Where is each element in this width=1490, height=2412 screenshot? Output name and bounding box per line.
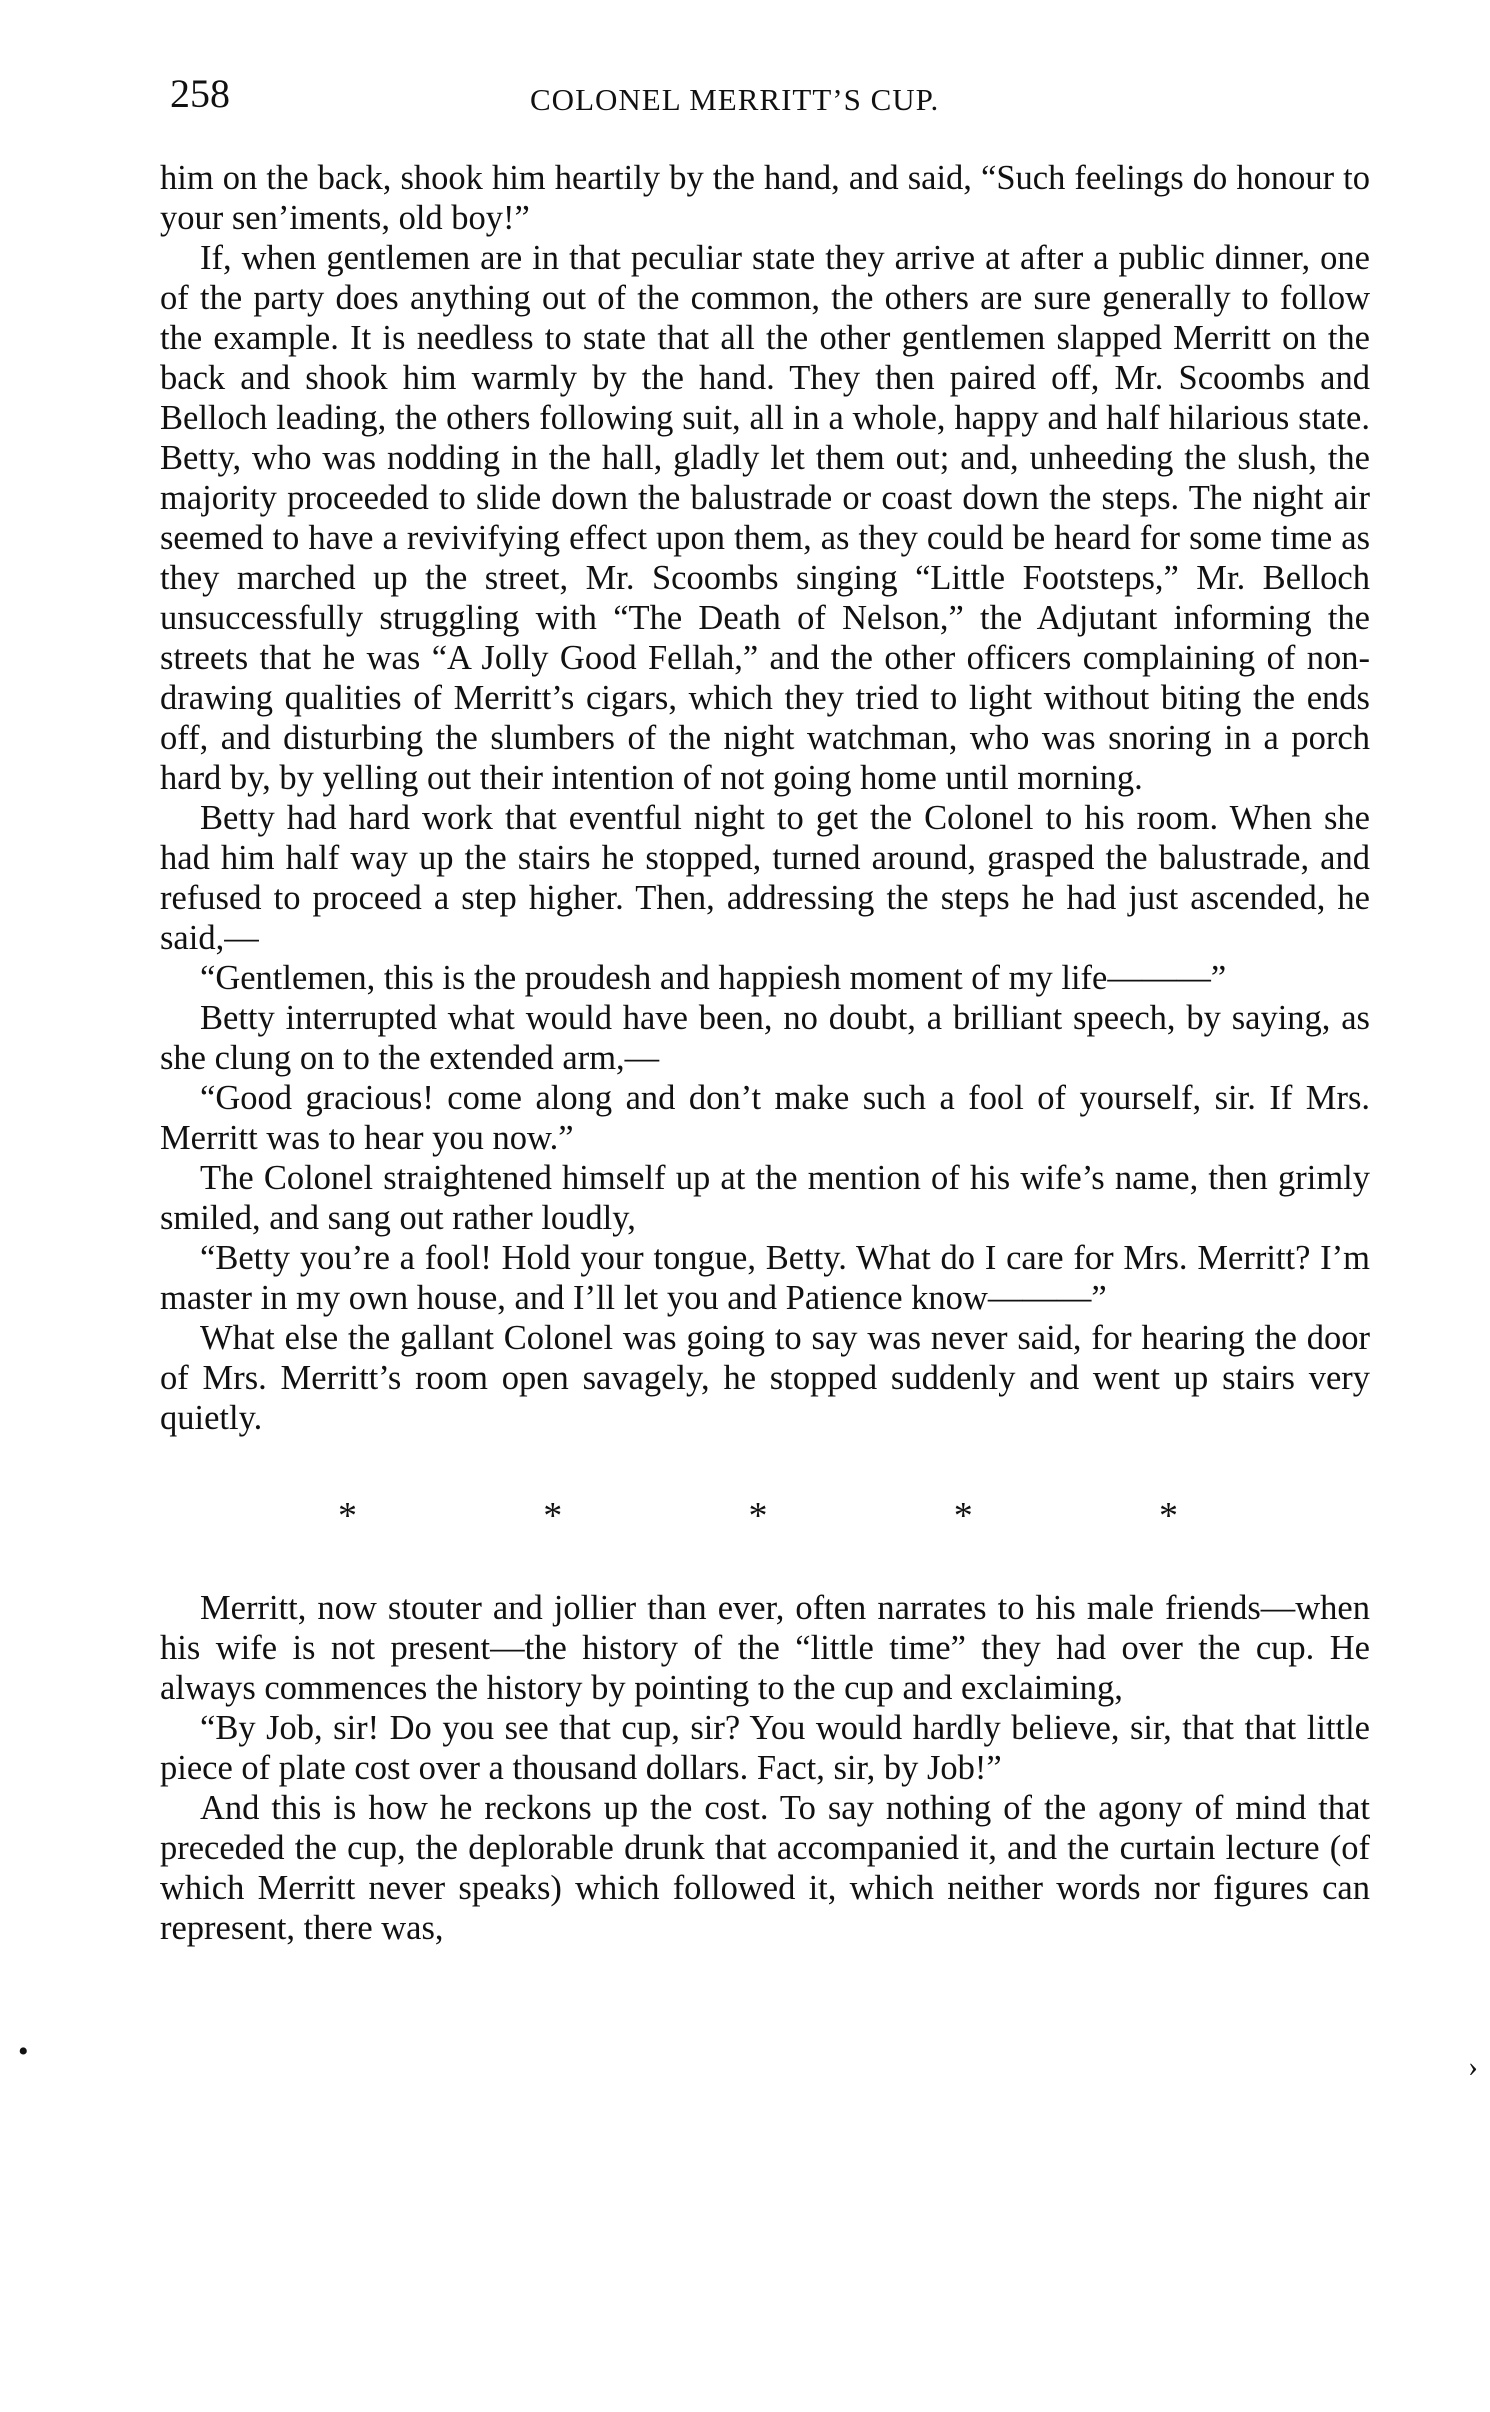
paragraph: Merritt, now stouter and jollier than ever, often narrates to his male friends—when his wife is not present—the history of the “little time” they had over the cup. He always commences the history by pointing to the cup and exclaiming, [160, 1589, 1370, 1707]
paragraph: him on the back, shook him heartily by the hand, and said, “Such feelings do honour to your sen’iments, old boy!” [160, 159, 1370, 237]
paragraph: What else the gallant Colonel was going to say was never said, for hearing the door of Mrs. Merritt’s room open savagely, he stopped suddenly and went up stairs very quietly. [160, 1319, 1370, 1437]
paragraph: “Gentlemen, this is the proudesh and happiesh moment of my life———” [200, 959, 1227, 997]
asterisk: * [543, 1495, 563, 1537]
paragraph: “Betty you’re a fool! Hold your tongue, Betty. What do I care for Mrs. Merritt? I’m master in my own house, and I’ll let you and Patience know———” [160, 1239, 1370, 1317]
page-number: 258 [170, 71, 230, 116]
running-title: COLONEL MERRITT’S CUP. [530, 82, 940, 117]
asterisk: * [748, 1495, 768, 1537]
margin-bracket-mark: › [1468, 2050, 1478, 2083]
asterisk: * [953, 1495, 973, 1537]
paragraph: The Colonel straightened himself up at the mention of his wife’s name, then grimly smiled, and sang out rather loudly, [160, 1159, 1370, 1237]
paragraph: If, when gentlemen are in that peculiar state they arrive at after a public dinner, one of the party does anything out of the common, the others are sure generally to follow the example. It is needless to state that all the other gentlemen slapped Merritt on the back and shook him warmly by the hand. They then paired off, Mr. Scoombs and Belloch leading, the others following suit, all in a whole, happy and half hilarious state. Betty, who was nodding in the hall, gladly let them out; and, unheeding the slush, the majority proceeded to slide down the balustrade or coast down the steps. The night air seemed to have a revivifying effect upon them, as they could be heard for some time as they marched up the street, Mr. Scoombs singing “Little Footsteps,” Mr. Belloch unsuccessfully struggling with “The Death of Nelson,” the Adjutant informing the streets that he was “A Jolly Good Fellah,” and the other officers complaining of non-drawing qualities of Merritt’s cigars, which they tried to light without biting the ends off, and disturbing the slumbers of the night watchman, who was snoring in a porch hard by, by yelling out their intention of not going home until morning. [160, 239, 1370, 797]
paragraph: And this is how he reckons up the cost. To say nothing of the agony of mind that preceded the cup, the deplorable drunk that accompanied it, and the curtain lecture (of which Merritt never speaks) which followed it, which neither words nor figures can represent, there was, [160, 1789, 1370, 1947]
body-text [160, 158, 1370, 1948]
asterisk: * [338, 1495, 357, 1537]
margin-dot-mark: • [18, 2035, 29, 2068]
paragraph: “Good gracious! come along and don’t make such a fool of yourself, sir. If Mrs. Merritt was to hear you now.” [160, 1079, 1370, 1157]
paragraph: Betty interrupted what would have been, no doubt, a brilliant speech, by saying, as she clung on to the extended arm,— [160, 999, 1370, 1077]
paragraph: Betty had hard work that eventful night to get the Colonel to his room. When she had him half way up the stairs he stopped, turned around, grasped the balustrade, and refused to proceed a step higher. Then, addressing the steps he had just ascended, he said,— [160, 799, 1370, 957]
section-separator [338, 1496, 1178, 1536]
paragraph: “By Job, sir! Do you see that cup, sir? You would hardly believe, sir, that that little piece of plate cost over a thousand dollars. Fact, sir, by Job!” [160, 1709, 1370, 1787]
asterisk: * [1159, 1495, 1178, 1537]
